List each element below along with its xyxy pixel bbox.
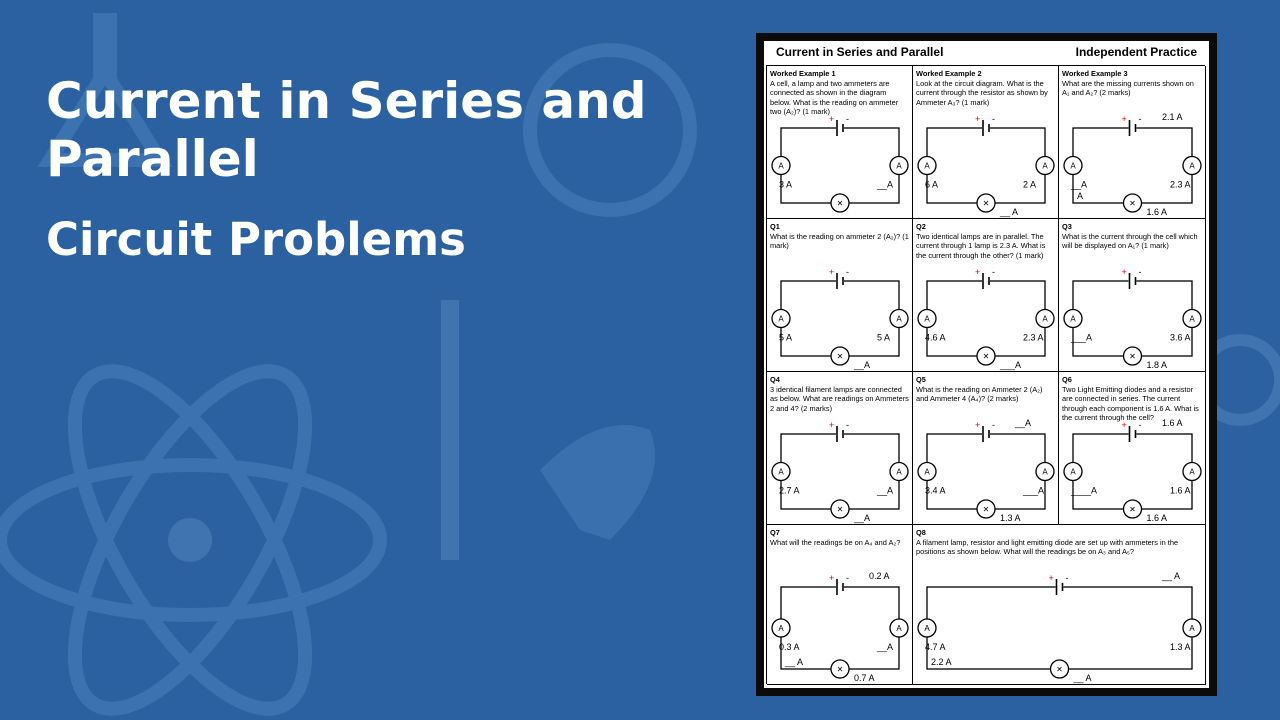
current-reading-label: 1.6 A bbox=[1146, 513, 1168, 523]
question-heading: Q6 bbox=[1062, 375, 1072, 384]
question-cell-q1 bbox=[767, 219, 913, 372]
question-grid bbox=[766, 65, 1205, 684]
current-reading-label: __ A bbox=[1162, 571, 1181, 581]
current-reading-label: 4.7 A bbox=[925, 642, 946, 652]
circuit-wire bbox=[927, 128, 1045, 203]
current-reading-label: __A bbox=[854, 513, 871, 523]
ammeter-label: A bbox=[778, 467, 784, 477]
lamp-cross: ✕ bbox=[1129, 199, 1136, 208]
question-heading: Q3 bbox=[1062, 222, 1072, 231]
current-reading-label: __A bbox=[877, 642, 894, 652]
question-body: What will the readings be on A₄ and A₂? bbox=[770, 537, 901, 547]
ammeter-label: A bbox=[1189, 467, 1195, 477]
positive-terminal-sign: + bbox=[829, 573, 835, 583]
question-cell-we1 bbox=[767, 66, 913, 219]
negative-terminal-sign: - bbox=[846, 573, 849, 583]
ammeter-label: A bbox=[896, 467, 902, 477]
lamp-cross: ✕ bbox=[836, 505, 844, 514]
positive-terminal-sign: + bbox=[1121, 420, 1127, 430]
ammeter-label: A bbox=[924, 314, 930, 324]
ammeter-label: A bbox=[896, 161, 902, 171]
negative-terminal-sign: - bbox=[1065, 573, 1069, 583]
current-reading-label: __ A bbox=[1000, 207, 1019, 217]
positive-terminal-sign: + bbox=[829, 114, 835, 124]
question-body: A filament lamp, resistor and light emitting diode are set up with ammeters in the positions as shown below. What will the readings be on A₃ and A₅? bbox=[916, 537, 1179, 557]
current-reading-label: 2.3 A bbox=[1023, 332, 1044, 343]
negative-terminal-sign: - bbox=[846, 267, 849, 277]
circuit-diagram bbox=[913, 66, 1059, 219]
question-cell-q7 bbox=[767, 525, 913, 685]
question-heading: Q7 bbox=[770, 528, 780, 537]
current-reading-label: __ A bbox=[1073, 673, 1092, 683]
question-heading: Worked Example 2 bbox=[916, 69, 982, 78]
question-cell-q5 bbox=[913, 372, 1059, 525]
current-reading-label: 0.7 A bbox=[854, 673, 875, 683]
ammeter-label: A bbox=[1070, 467, 1076, 477]
current-reading-label: 0.2 A bbox=[869, 571, 890, 581]
negative-terminal-sign: - bbox=[992, 267, 995, 277]
ammeter-label: A bbox=[1042, 314, 1048, 324]
current-reading-label: 5 A bbox=[877, 332, 891, 343]
question-cell-q4 bbox=[767, 372, 913, 525]
question-cell-q8 bbox=[913, 525, 1206, 685]
current-reading-label: ____A bbox=[1071, 485, 1098, 496]
ammeter-label: A bbox=[1042, 467, 1048, 477]
worksheet-image bbox=[756, 33, 1217, 696]
negative-terminal-sign: - bbox=[1138, 114, 1142, 124]
lamp-cross: ✕ bbox=[982, 199, 990, 208]
current-reading-label: 0.3 A bbox=[779, 642, 800, 652]
circuit-diagram bbox=[767, 525, 913, 685]
circuit-wire bbox=[781, 281, 899, 356]
ammeter-label: A bbox=[924, 624, 930, 633]
negative-terminal-sign: - bbox=[846, 114, 849, 124]
positive-terminal-sign: + bbox=[1048, 573, 1054, 583]
current-reading-label: 3 A bbox=[779, 179, 793, 190]
circuit-wire bbox=[927, 434, 1045, 509]
question-cell-we3 bbox=[1059, 66, 1206, 219]
positive-terminal-sign: + bbox=[1121, 114, 1127, 124]
lamp-cross: ✕ bbox=[1129, 505, 1136, 514]
current-reading-label: 1.3 A bbox=[1000, 513, 1021, 523]
worksheet-title: Current in Series and Parallel bbox=[776, 45, 944, 59]
positive-terminal-sign: + bbox=[975, 420, 981, 430]
ammeter-label: A bbox=[778, 624, 784, 633]
current-reading-label: 4.6 A bbox=[925, 332, 946, 343]
question-body: What is the current through the cell which will be displayed on A₁? (1 mark) bbox=[1062, 231, 1198, 251]
negative-terminal-sign: - bbox=[846, 420, 849, 430]
circuit-diagram bbox=[913, 219, 1059, 372]
current-reading-label: 1.6 A bbox=[1162, 418, 1183, 428]
ammeter-label: A bbox=[778, 161, 784, 171]
current-reading-label: 2.1 A bbox=[1162, 112, 1183, 122]
question-heading: Q1 bbox=[770, 222, 780, 231]
circuit-wire bbox=[1073, 434, 1192, 509]
circuit-diagram bbox=[767, 219, 913, 372]
current-reading-label: A bbox=[1077, 191, 1084, 201]
positive-terminal-sign: + bbox=[1121, 267, 1127, 277]
circuit-diagram bbox=[1059, 219, 1206, 372]
question-heading: Q2 bbox=[916, 222, 926, 231]
question-body: What is the reading on Ammeter 2 (A₂) and Ammeter 4 (A₄)? (2 marks) bbox=[916, 384, 1043, 404]
current-reading-label: __A bbox=[877, 485, 894, 496]
lamp-cross: ✕ bbox=[1129, 352, 1136, 361]
current-reading-label: 2.2 A bbox=[931, 657, 952, 667]
circuit-wire bbox=[1073, 128, 1192, 203]
ammeter-label: A bbox=[1070, 161, 1076, 171]
ammeter-label: A bbox=[896, 314, 902, 324]
question-body: A cell, a lamp and two ammeters are connected as shown in the diagram below. What is the reading on ammeter two (A₂)? (1 mark) bbox=[770, 78, 899, 117]
circuit-diagram bbox=[1059, 372, 1206, 525]
slide-title: Current in Series and Parallel bbox=[46, 72, 647, 188]
ammeter-label: A bbox=[1042, 161, 1048, 171]
ammeter-label: A bbox=[896, 624, 902, 633]
question-heading: Worked Example 3 bbox=[1062, 69, 1128, 78]
negative-terminal-sign: - bbox=[992, 420, 995, 430]
lamp-cross: ✕ bbox=[836, 352, 844, 361]
current-reading-label: __A bbox=[854, 360, 871, 370]
question-body: Two Light Emitting diodes and a resistor are connected in series. The current through each component is 1.6 A. What is the current through the cell? bbox=[1062, 384, 1199, 423]
current-reading-label: 1.6 A bbox=[1170, 485, 1191, 496]
current-reading-label: ___A bbox=[1071, 332, 1093, 343]
current-reading-label: __A bbox=[1071, 179, 1088, 190]
circuit-wire bbox=[927, 281, 1045, 356]
question-heading: Worked Example 1 bbox=[770, 69, 836, 78]
question-cell-q3 bbox=[1059, 219, 1206, 372]
current-reading-label: ___A bbox=[1000, 360, 1022, 370]
circuit-wire bbox=[1073, 281, 1192, 356]
circuit-diagram bbox=[913, 525, 1206, 685]
lamp-cross: ✕ bbox=[836, 665, 844, 674]
rocket-icon bbox=[540, 425, 655, 540]
ammeter-label: A bbox=[924, 467, 930, 477]
question-heading: Q4 bbox=[770, 375, 780, 384]
lamp-cross: ✕ bbox=[982, 352, 990, 361]
circuit-wire bbox=[781, 128, 899, 203]
ammeter-label: A bbox=[1070, 314, 1076, 324]
question-body: 3 identical filament lamps are connected as below. What are readings on Ammeters 2 and 4? (2 marks) bbox=[770, 384, 909, 413]
current-reading-label: 2 A bbox=[1023, 179, 1037, 190]
circuit-diagram bbox=[767, 372, 913, 525]
question-body: Look at the circuit diagram. What is the current through the resistor as shown by Ammeter A₃? (1 mark) bbox=[916, 78, 1048, 107]
current-reading-label: 1.3 A bbox=[1170, 642, 1191, 652]
current-reading-label: 1.8 A bbox=[1146, 360, 1168, 370]
ammeter-label: A bbox=[924, 161, 930, 171]
worksheet-header-right: Independent Practice bbox=[1075, 45, 1197, 59]
question-cell-q6 bbox=[1059, 372, 1206, 525]
circuit-diagram bbox=[767, 66, 913, 219]
positive-terminal-sign: + bbox=[829, 420, 835, 430]
question-heading: Q5 bbox=[916, 375, 926, 384]
question-heading: Q8 bbox=[916, 528, 926, 537]
current-reading-label: __A bbox=[1015, 418, 1032, 428]
current-reading-label: __ A bbox=[785, 657, 804, 667]
lamp-cross: ✕ bbox=[836, 199, 844, 208]
question-body: Two identical lamps are in parallel. The current through 1 lamp is 2.3 A. What is the current through the other? (1 mark) bbox=[916, 231, 1046, 260]
current-reading-label: 1.6 A bbox=[1146, 207, 1168, 217]
circuit-wire bbox=[781, 434, 899, 509]
positive-terminal-sign: + bbox=[975, 267, 981, 277]
current-reading-label: 3.6 A bbox=[1170, 332, 1191, 343]
ammeter-label: A bbox=[1189, 314, 1195, 324]
ammeter-label: A bbox=[778, 314, 784, 324]
ammeter-label: A bbox=[1189, 161, 1195, 171]
current-reading-label: 2.7 A bbox=[779, 485, 800, 496]
positive-terminal-sign: + bbox=[829, 267, 835, 277]
question-cell-q2 bbox=[913, 219, 1059, 372]
current-reading-label: 5 A bbox=[779, 332, 793, 343]
lamp-cross: ✕ bbox=[1056, 665, 1063, 674]
negative-terminal-sign: - bbox=[992, 114, 995, 124]
positive-terminal-sign: + bbox=[975, 114, 981, 124]
slide-subtitle: Circuit Problems bbox=[46, 213, 466, 266]
circuit-wire bbox=[927, 587, 1192, 669]
question-body: What is the reading on ammeter 2 (A₂)? (1 mark) bbox=[770, 231, 909, 251]
negative-terminal-sign: - bbox=[1138, 267, 1142, 277]
negative-terminal-sign: - bbox=[1138, 420, 1142, 430]
worksheet-paper bbox=[764, 41, 1209, 688]
ammeter-label: A bbox=[1189, 624, 1195, 633]
current-reading-label: 3.4 A bbox=[925, 485, 946, 496]
current-reading-label: 2.3 A bbox=[1170, 179, 1191, 190]
question-cell-we2 bbox=[913, 66, 1059, 219]
circuit-diagram bbox=[913, 372, 1059, 525]
current-reading-label: __A bbox=[877, 179, 894, 190]
current-reading-label: 6 A bbox=[925, 179, 939, 190]
circuit-diagram bbox=[1059, 66, 1206, 219]
current-reading-label: ___A bbox=[1023, 485, 1045, 496]
question-body: What are the missing currents shown on A₁ and A₂? (2 marks) bbox=[1062, 78, 1194, 98]
lamp-cross: ✕ bbox=[982, 505, 990, 514]
